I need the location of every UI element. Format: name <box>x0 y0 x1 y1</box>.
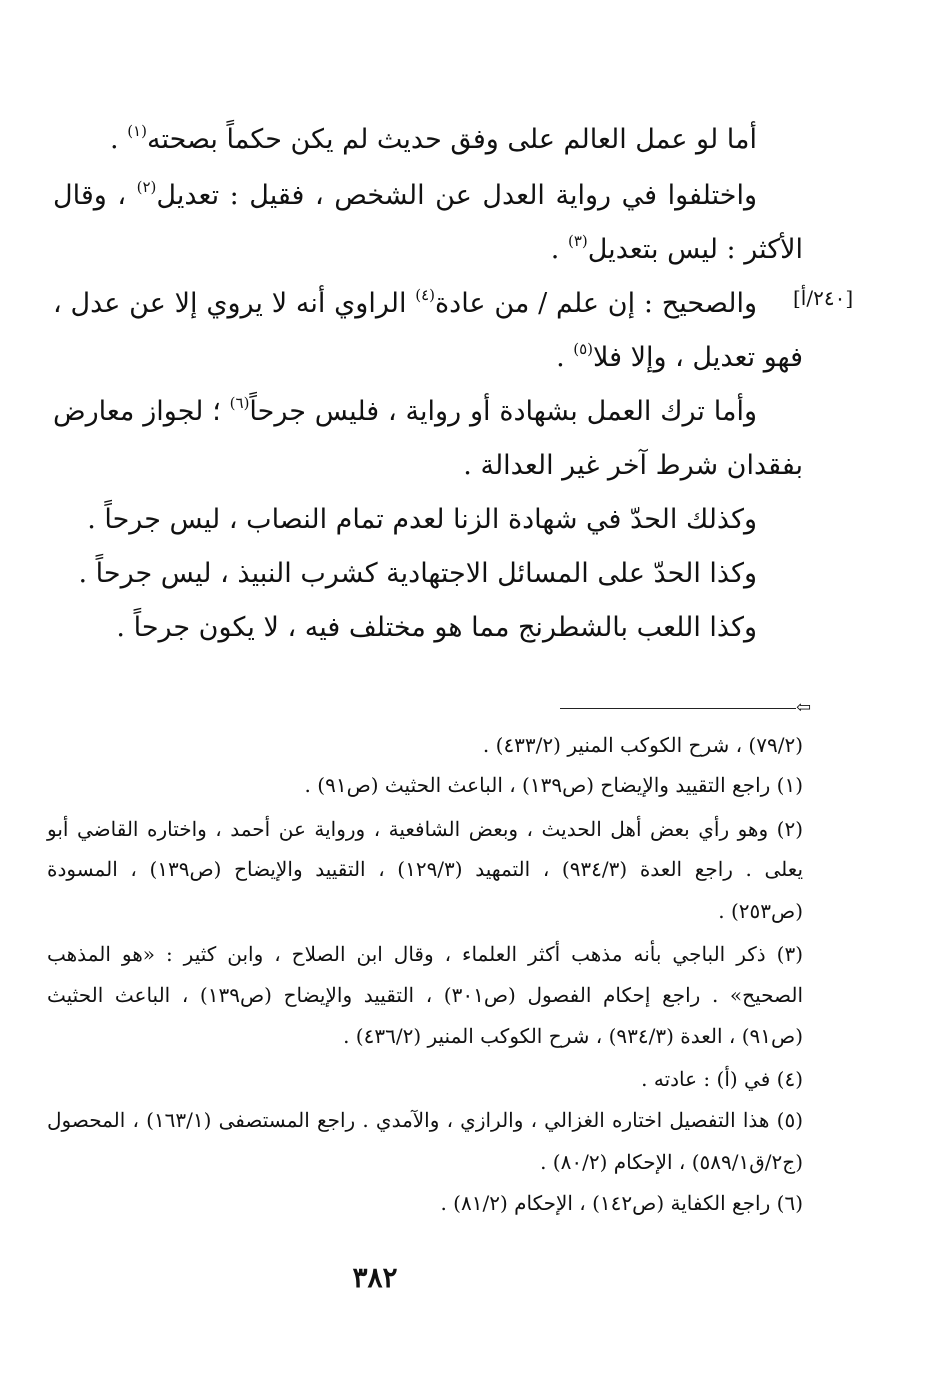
left-arrow-icon: ⇦ <box>796 697 812 718</box>
manuscript-folio-ref: [٢٤٠/أ] <box>793 286 854 310</box>
main-line-8-text: وكذلك الحدّ في شهادة الزنا لعدم تمام النصاب ، ليس جرحاً . <box>87 504 757 535</box>
footnote-line-7: الصحيح» . راجع إحكام الفصول (ص٣٠١) ، التقييد والإيضاح (ص١٣٩) ، الباعث الحثيث <box>47 983 804 1007</box>
main-line-2 <box>53 174 757 218</box>
page-number: ٣٨٢ <box>352 1261 398 1294</box>
main-line-3 <box>403 228 803 272</box>
footnote-line-3: (٢) وهو رأي بعض أهل الحديث ، وبعض الشافعية ، ورواية عن أحمد ، واختاره القاضي أبو <box>47 817 803 841</box>
main-line-10 <box>116 606 757 650</box>
main-line-6 <box>53 390 757 434</box>
main-line-5 <box>403 336 803 380</box>
main-line-7 <box>403 444 803 488</box>
main-line-7-text: بفقدان شرط آخر غير العدالة . <box>463 450 803 481</box>
main-line-1 <box>110 118 757 162</box>
footnote-ref-5: (٥) <box>573 340 594 358</box>
main-line-4-tail: الراوي أنه لا يروي إلا عن عدل ، <box>53 288 416 319</box>
main-line-9-text: وكذا الحدّ على المسائل الاجتهادية كشرب النبيذ ، ليس جرحاً . <box>78 558 757 589</box>
main-line-1-text: أما لو عمل العالم على وفق حديث لم يكن حكماً بصحته <box>146 124 757 155</box>
main-line-4-text: والصحيح : إن علم / من عادة <box>435 288 757 319</box>
main-line-5-text: فهو تعديل ، وإلا فلا <box>593 342 803 373</box>
footnote-line-5: (ص٢٥٣) . <box>718 899 803 923</box>
main-line-4 <box>53 282 757 326</box>
main-line-9 <box>78 552 757 596</box>
footnote-line-9: (٤) في (أ) : عادته . <box>641 1067 803 1091</box>
footnote-line-8: (ص٩١) ، العدة (٩٣٤/٣) ، شرح الكوكب المنير (٤٣٦/٢) . <box>343 1024 803 1048</box>
main-line-2-tail: ، وقال <box>53 180 137 211</box>
main-line-8 <box>87 498 757 542</box>
footnote-line-4: يعلى . راجع العدة (٩٣٤/٣) ، التمهيد (١٢٩/٣) ، التقييد والإيضاح (ص١٣٩) ، المسودة <box>47 857 804 881</box>
main-line-10-text: وكذا اللعب بالشطرنج مما هو مختلف فيه ، لا يكون جرحاً . <box>116 612 757 643</box>
main-line-3-text: الأكثر : ليس بتعديل <box>587 234 803 265</box>
footnote-line-2: (١) راجع التقييد والإيضاح (ص١٣٩) ، الباعث الحثيث (ص٩١) . <box>304 773 803 797</box>
footnote-line-1: (٧٩/٢) ، شرح الكوكب المنير (٤٣٣/٢) . <box>482 733 803 757</box>
footnote-ref-4: (٤) <box>415 286 436 304</box>
main-line-1-tail: . <box>110 124 128 155</box>
footnote-ref-1: (١) <box>127 122 147 140</box>
footnote-ref-6: (٦) <box>229 394 250 412</box>
footnote-line-10: (٥) هذا التفصيل اختاره الغزالي ، والرازي ، والآمدي . راجع المستصفى (١٦٣/١) ، المحصول <box>47 1108 803 1132</box>
footnote-line-12: (٦) راجع الكفاية (ص١٤٢) ، الإحكام (٨١/٢) . <box>440 1191 803 1215</box>
footnote-line-6: (٣) ذكر الباجي بأنه مذهب أكثر العلماء ، وقال ابن الصلاح ، وابن كثير : «هو المذهب <box>47 942 803 966</box>
footnote-ref-3: (٣) <box>567 232 588 250</box>
footnote-separator <box>560 708 796 709</box>
main-line-5-tail: . <box>556 342 574 373</box>
main-line-2-text: واختلفوا في رواية العدل عن الشخص ، فقيل : تعديل <box>156 180 757 211</box>
main-line-6-tail: ؛ لجواز معارض <box>53 396 230 427</box>
main-line-6-text: وأما ترك العمل بشهادة أو رواية ، فليس جرحاً <box>249 396 757 427</box>
footnote-line-11: (ج٢/ق٥٨٩/١) ، الإحكام (٨٠/٢) . <box>540 1150 803 1174</box>
main-line-3-tail: . <box>550 234 568 265</box>
footnote-ref-2: (٢) <box>136 178 157 196</box>
